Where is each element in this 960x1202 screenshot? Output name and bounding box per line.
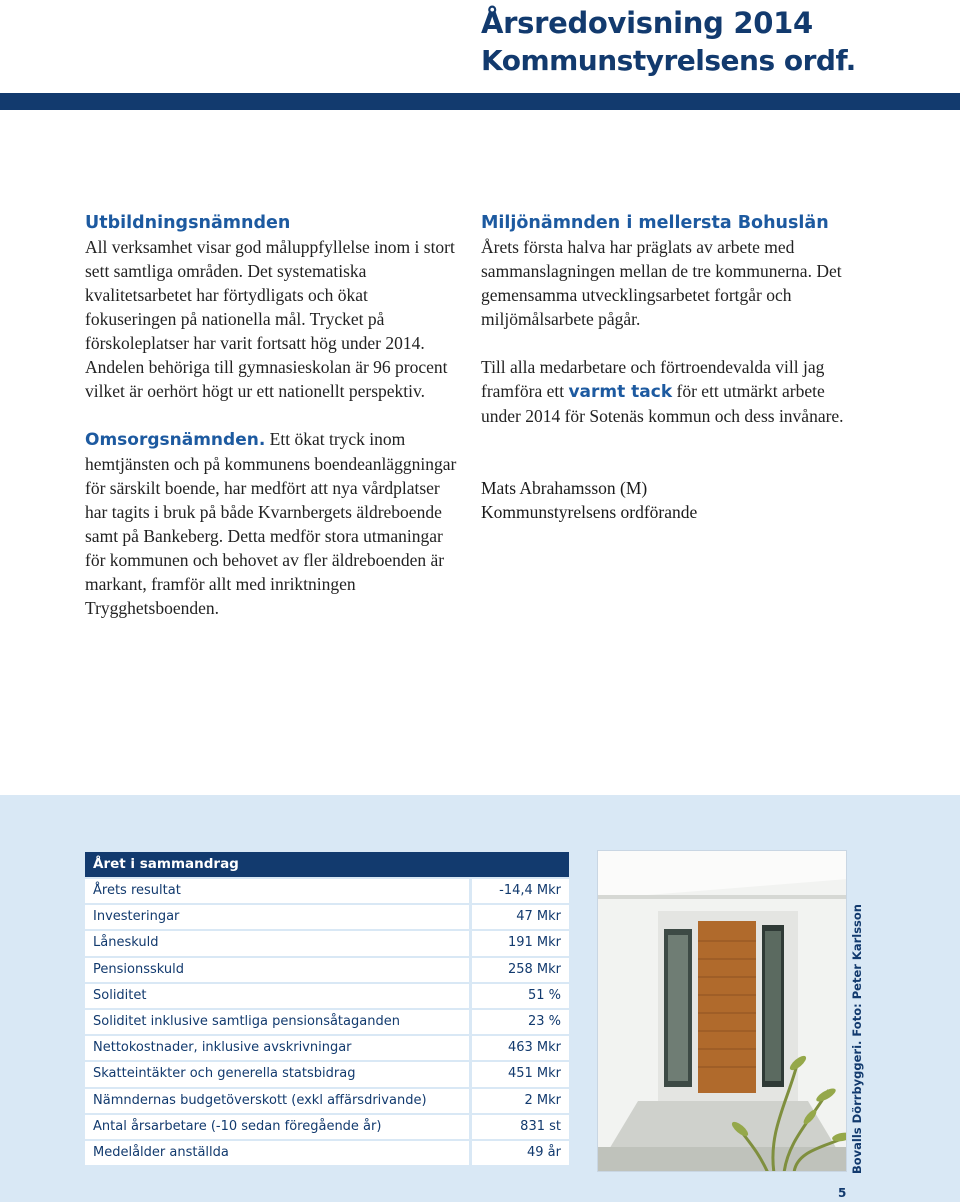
row-label: Årets resultat bbox=[85, 879, 469, 903]
summary-table bbox=[85, 852, 569, 1167]
table-row bbox=[85, 984, 569, 1008]
heading-omsorg: Omsorgsnämnden. bbox=[85, 430, 266, 450]
row-value: 23 % bbox=[472, 1010, 569, 1034]
page-number: 5 bbox=[838, 1186, 847, 1200]
signer-name: Mats Abrahamsson (M) bbox=[481, 478, 648, 498]
row-value: 2 Mkr bbox=[472, 1089, 569, 1113]
row-label: Pensionsskuld bbox=[85, 958, 469, 982]
right-column bbox=[481, 211, 861, 524]
report-subtitle: Kommunstyrelsens ordf. bbox=[481, 44, 856, 77]
row-label: Nämndernas budgetöverskott (exkl affärsdrivande) bbox=[85, 1089, 469, 1113]
row-label: Medelålder anställda bbox=[85, 1141, 469, 1165]
table-row bbox=[85, 1062, 569, 1086]
photo-caption: Bovalls Dörrbyggeri. Foto: Peter Karlsson bbox=[850, 904, 864, 1174]
row-label: Skatteintäkter och generella statsbidrag bbox=[85, 1062, 469, 1086]
row-label: Nettokostnader, inklusive avskrivningar bbox=[85, 1036, 469, 1060]
summary-title: Året i sammandrag bbox=[85, 852, 569, 877]
signature bbox=[481, 476, 861, 524]
row-value: 47 Mkr bbox=[472, 905, 569, 929]
signer-role: Kommunstyrelsens ordförande bbox=[481, 502, 698, 522]
row-value: 191 Mkr bbox=[472, 931, 569, 955]
table-row bbox=[85, 1141, 569, 1165]
paragraph-omsorg-text: Ett ökat tryck inom hemtjänsten och på kommunens boendeanläggningar för särskilt boende, har medfört att nya vårdplatser har tagits i bruk på både Kvarnbergets äldreboende samt på Bankeberg. Detta medför stora utmaningar för kommunen och behovet av fler äldreboenden är markant, framför allt med inriktningen Trygghetsboenden. bbox=[85, 429, 457, 618]
heading-utbildning: Utbildningsnämnden bbox=[85, 213, 291, 233]
page-header bbox=[0, 0, 960, 110]
paragraph-omsorg bbox=[85, 427, 457, 620]
report-title: Årsredovisning 2014 bbox=[481, 6, 813, 40]
table-row bbox=[85, 958, 569, 982]
paragraph-thanks bbox=[481, 355, 861, 428]
thanks-text-after: för ett utmärkt arbete under 2014 för Sotenäs kommun och dess invånare. bbox=[481, 381, 844, 426]
thanks-emphasis: varmt tack bbox=[568, 382, 673, 402]
paragraph-miljo: Årets första halva har präglats av arbete med sammanslagningen mellan de tre kommunerna. Det gemensamma utvecklingsarbetet fortgår och miljömålsarbete pågår. bbox=[481, 237, 842, 329]
table-row bbox=[85, 905, 569, 929]
table-row bbox=[85, 1089, 569, 1113]
table-row bbox=[85, 1036, 569, 1060]
row-value: 831 st bbox=[472, 1115, 569, 1139]
door-photo-illustration bbox=[598, 851, 847, 1172]
paragraph-utbildning: All verksamhet visar god måluppfyllelse inom i stort sett samtliga områden. Det systematiska kvalitetsarbetet har förtydligats och ökat fokuseringen på nationella mål. Trycket på förskoleplatser har varit fortsatt hög under 2014. Andelen behöriga till gymnasieskolan är 96 procent vilket är oerhört högt ur ett nationellt perspektiv. bbox=[85, 237, 455, 401]
left-column bbox=[85, 211, 457, 644]
header-band bbox=[0, 93, 960, 110]
heading-miljo: Miljönämnden i mellersta Bohuslän bbox=[481, 213, 829, 233]
row-value: -14,4 Mkr bbox=[472, 879, 569, 903]
table-row bbox=[85, 1115, 569, 1139]
row-label: Soliditet inklusive samtliga pensionsåtaganden bbox=[85, 1010, 469, 1034]
table-row bbox=[85, 879, 569, 903]
row-label: Soliditet bbox=[85, 984, 469, 1008]
row-label: Antal årsarbetare (-10 sedan föregående år) bbox=[85, 1115, 469, 1139]
row-value: 49 år bbox=[472, 1141, 569, 1165]
table-row bbox=[85, 1010, 569, 1034]
row-value: 258 Mkr bbox=[472, 958, 569, 982]
row-label: Låneskuld bbox=[85, 931, 469, 955]
row-value: 463 Mkr bbox=[472, 1036, 569, 1060]
table-row bbox=[85, 931, 569, 955]
row-value: 451 Mkr bbox=[472, 1062, 569, 1086]
row-label: Investeringar bbox=[85, 905, 469, 929]
thanks-text-before: Till alla medarbetare och förtroendevalda vill jag framföra ett bbox=[481, 357, 825, 401]
door-photo bbox=[597, 850, 847, 1172]
row-value: 51 % bbox=[472, 984, 569, 1008]
